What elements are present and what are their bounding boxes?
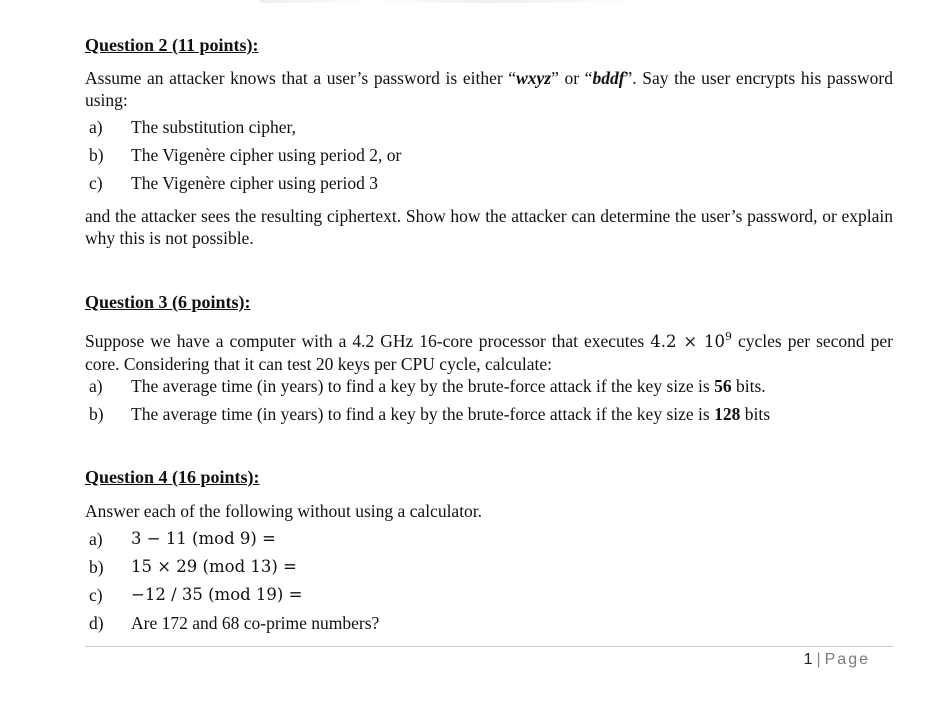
q3-heading: Question 3 (6 points): <box>85 292 251 312</box>
q2-intro: Assume an attacker knows that a user’s password is either “wxyz” or “bddf”. Say the user encrypts his password using: <box>85 68 893 110</box>
page-number: 1 <box>803 651 813 668</box>
q4-heading: Question 4 (16 points): <box>85 467 260 487</box>
q3-item-a: a) The average time (in years) to find a key by the brute-force attack if the key size is 56 bits. <box>89 376 766 396</box>
q2-item-c: c) The Vigenère cipher using period 3 <box>89 173 378 193</box>
scan-artifact <box>260 0 640 3</box>
q2-closing: and the attacker sees the resulting ciphertext. Show how the attacker can determine the user’s password, or explain why this is not possible. <box>85 206 893 248</box>
q4-item-a: a) 3 − 11 (mod 9) = <box>89 529 276 549</box>
q4-intro: Answer each of the following without using a calculator. <box>85 501 483 521</box>
q3-item-b: b) The average time (in years) to find a key by the brute-force attack if the key size is 128 bits <box>89 404 771 424</box>
q2-item-a: a) The substitution cipher, <box>89 117 297 137</box>
q4-item-d: d) Are 172 and 68 co-prime numbers? <box>89 613 380 633</box>
page-footer <box>804 651 870 669</box>
q2-item-b: b) The Vigenère cipher using period 2, or <box>89 145 402 165</box>
q4-item-c: c) −12 / 35 (mod 19) = <box>89 585 303 605</box>
footer-separator: | <box>816 651 821 668</box>
footer-divider <box>85 646 893 647</box>
q2-heading: Question 2 (11 points): <box>85 35 259 55</box>
q3-intro: Suppose we have a computer with a 4.2 GHz 16-core processor that executes $4.2 \times 10^9$ cycles per second per core. Considering that it can test 20 keys per CPU cycle, calculate: <box>85 330 893 374</box>
page-word: Page <box>824 651 870 668</box>
q4-item-b: b) 15 × 29 (mod 13) = <box>89 557 297 577</box>
